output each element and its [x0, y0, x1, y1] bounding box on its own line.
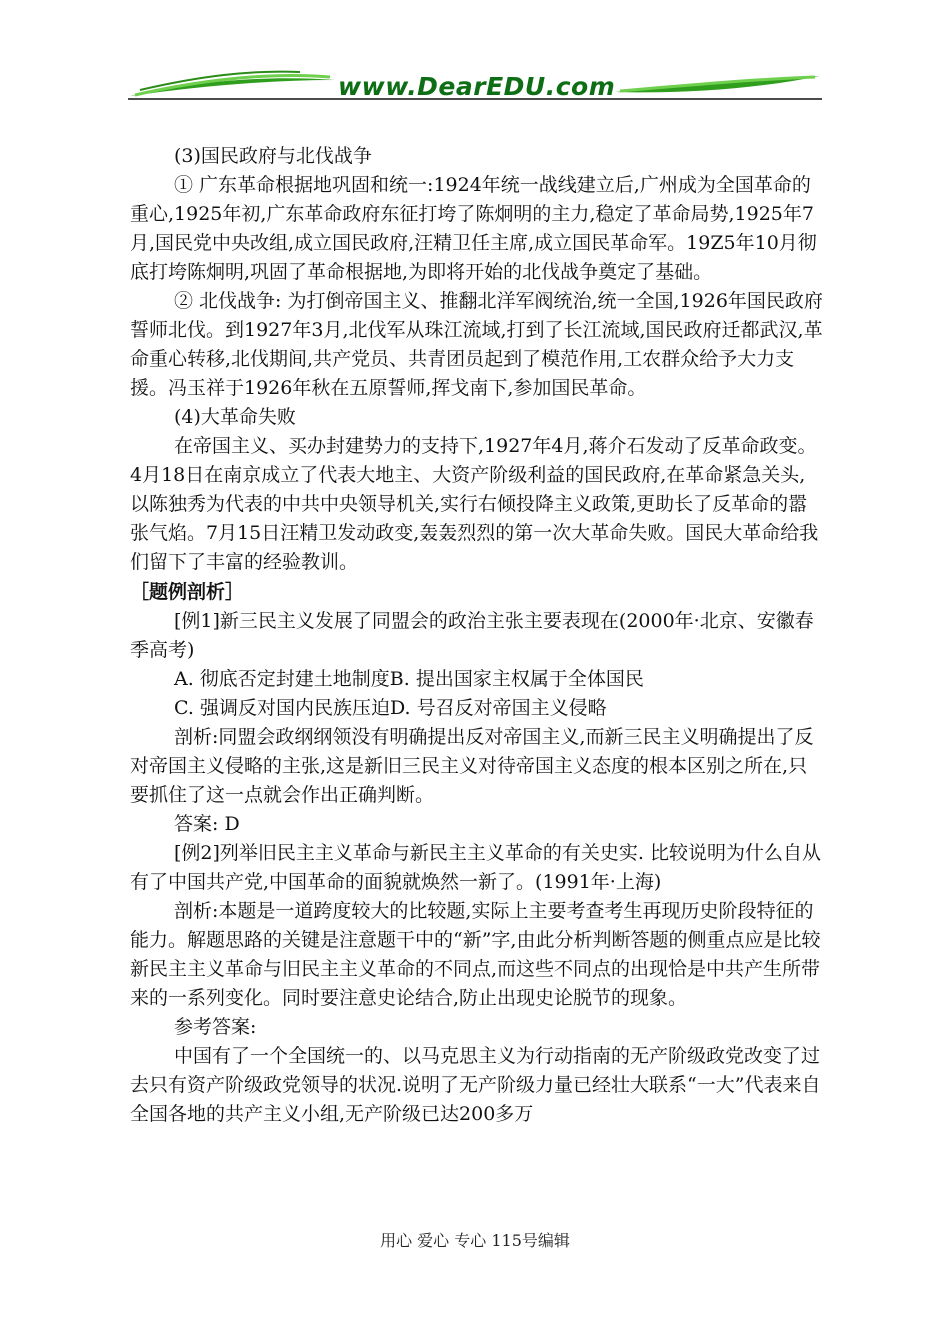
paragraph: [例1]新三民主义发展了同盟会的政治主张主要表现在(2000年·北京、安徽春季高考) — [130, 610, 814, 661]
paragraph: 剖析:同盟会政纲纲领没有明确提出反对帝国主义,而新三民主义明确提出了反对帝国主义侵略的主张,这是新旧三民主义对待帝国主义态度的根本区别之所在,只要抓住了这一点就会作出正确判断。 — [130, 726, 814, 806]
paragraph: ① 广东革命根据地巩固和统一:1924年统一战线建立后,广州成为全国革命的重心,1925年初,广东革命政府东征打垮了陈炯明的主力,稳定了革命局势,1925年7月,国民党中央改组,成立国民政府,汪精卫任主席,成立国民革命军。19Z5年10月彻底打垮陈炯明,巩固了革命根据地,为即将开始的北伐战争奠定了基础。 — [130, 174, 817, 283]
paragraph: A. 彻底否定封建土地制度B. 提出国家主权属于全体国民 — [174, 668, 644, 690]
paragraph: 剖析:本题是一道跨度较大的比较题,实际上主要考查考生再现历史阶段特征的能力。解题思路的关键是注意题干中的“新”字,由此分析判断答题的侧重点应是比较新民主主义革命与旧民主主义革命的不同点,而这些不同点的出现恰是中共产生所带来的一系列变化。同时要注意史论结合,防止出现史论脱节的现象。 — [130, 900, 821, 1009]
paragraph: (4)大革命失败 — [174, 406, 296, 428]
document-body — [130, 142, 824, 1129]
paragraph: [例2]列举旧民主主义革命与新民主主义革命的有关史实. 比较说明为什么自从有了中国共产党,中国革命的面貌就焕然一新了。(1991年·上海) — [130, 842, 821, 893]
paragraph: ② 北伐战争: 为打倒帝国主义、推翻北洋军阀统治,统一全国,1926年国民政府誓师北伐。到1927年3月,北伐军从珠江流域,打到了长江流域,国民政府迁都武汉,革命重心转移,北伐期间,共产党员、共青团员起到了模范作用,工农群众给予大力支援。冯玉祥于1926年秋在五原誓师,挥戈南下,参加国民革命。 — [130, 290, 823, 399]
paragraph: 答案: D — [174, 813, 240, 835]
paragraph: 中国有了一个全国统一的、以马克思主义为行动指南的无产阶级政党改变了过去只有资产阶级政党领导的状况.说明了无产阶级力量已经壮大联系“一大”代表来自全国各地的共产主义小组,无产阶级已达200多万 — [130, 1045, 821, 1125]
paragraph: 参考答案: — [174, 1016, 257, 1038]
paragraph: 在帝国主义、买办封建势力的支持下,1927年4月,蒋介石发动了反革命政变。4月18日在南京成立了代表大地主、大资产阶级利益的国民政府,在革命紧急关头,以陈独秀为代表的中共中央领导机关,实行右倾投降主义政策,更助长了反革命的嚣张气焰。7月15日汪精卫发动政变,轰轰烈烈的第一次大革命失败。国民大革命给我们留下了丰富的经验教训。 — [130, 435, 819, 573]
page-header — [0, 0, 950, 130]
header-swoosh-icon — [0, 0, 950, 130]
section-heading: ［题例剖析］ — [130, 581, 245, 603]
paragraph: (3)国民政府与北伐战争 — [174, 145, 372, 167]
page-footer: 用心 爱心 专心 115号编辑 — [380, 1231, 570, 1250]
paragraph: C. 强调反对国内民族压迫D. 号召反对帝国主义侵略 — [174, 697, 607, 719]
site-logo[interactable]: www.DearEDU.com — [338, 72, 616, 101]
